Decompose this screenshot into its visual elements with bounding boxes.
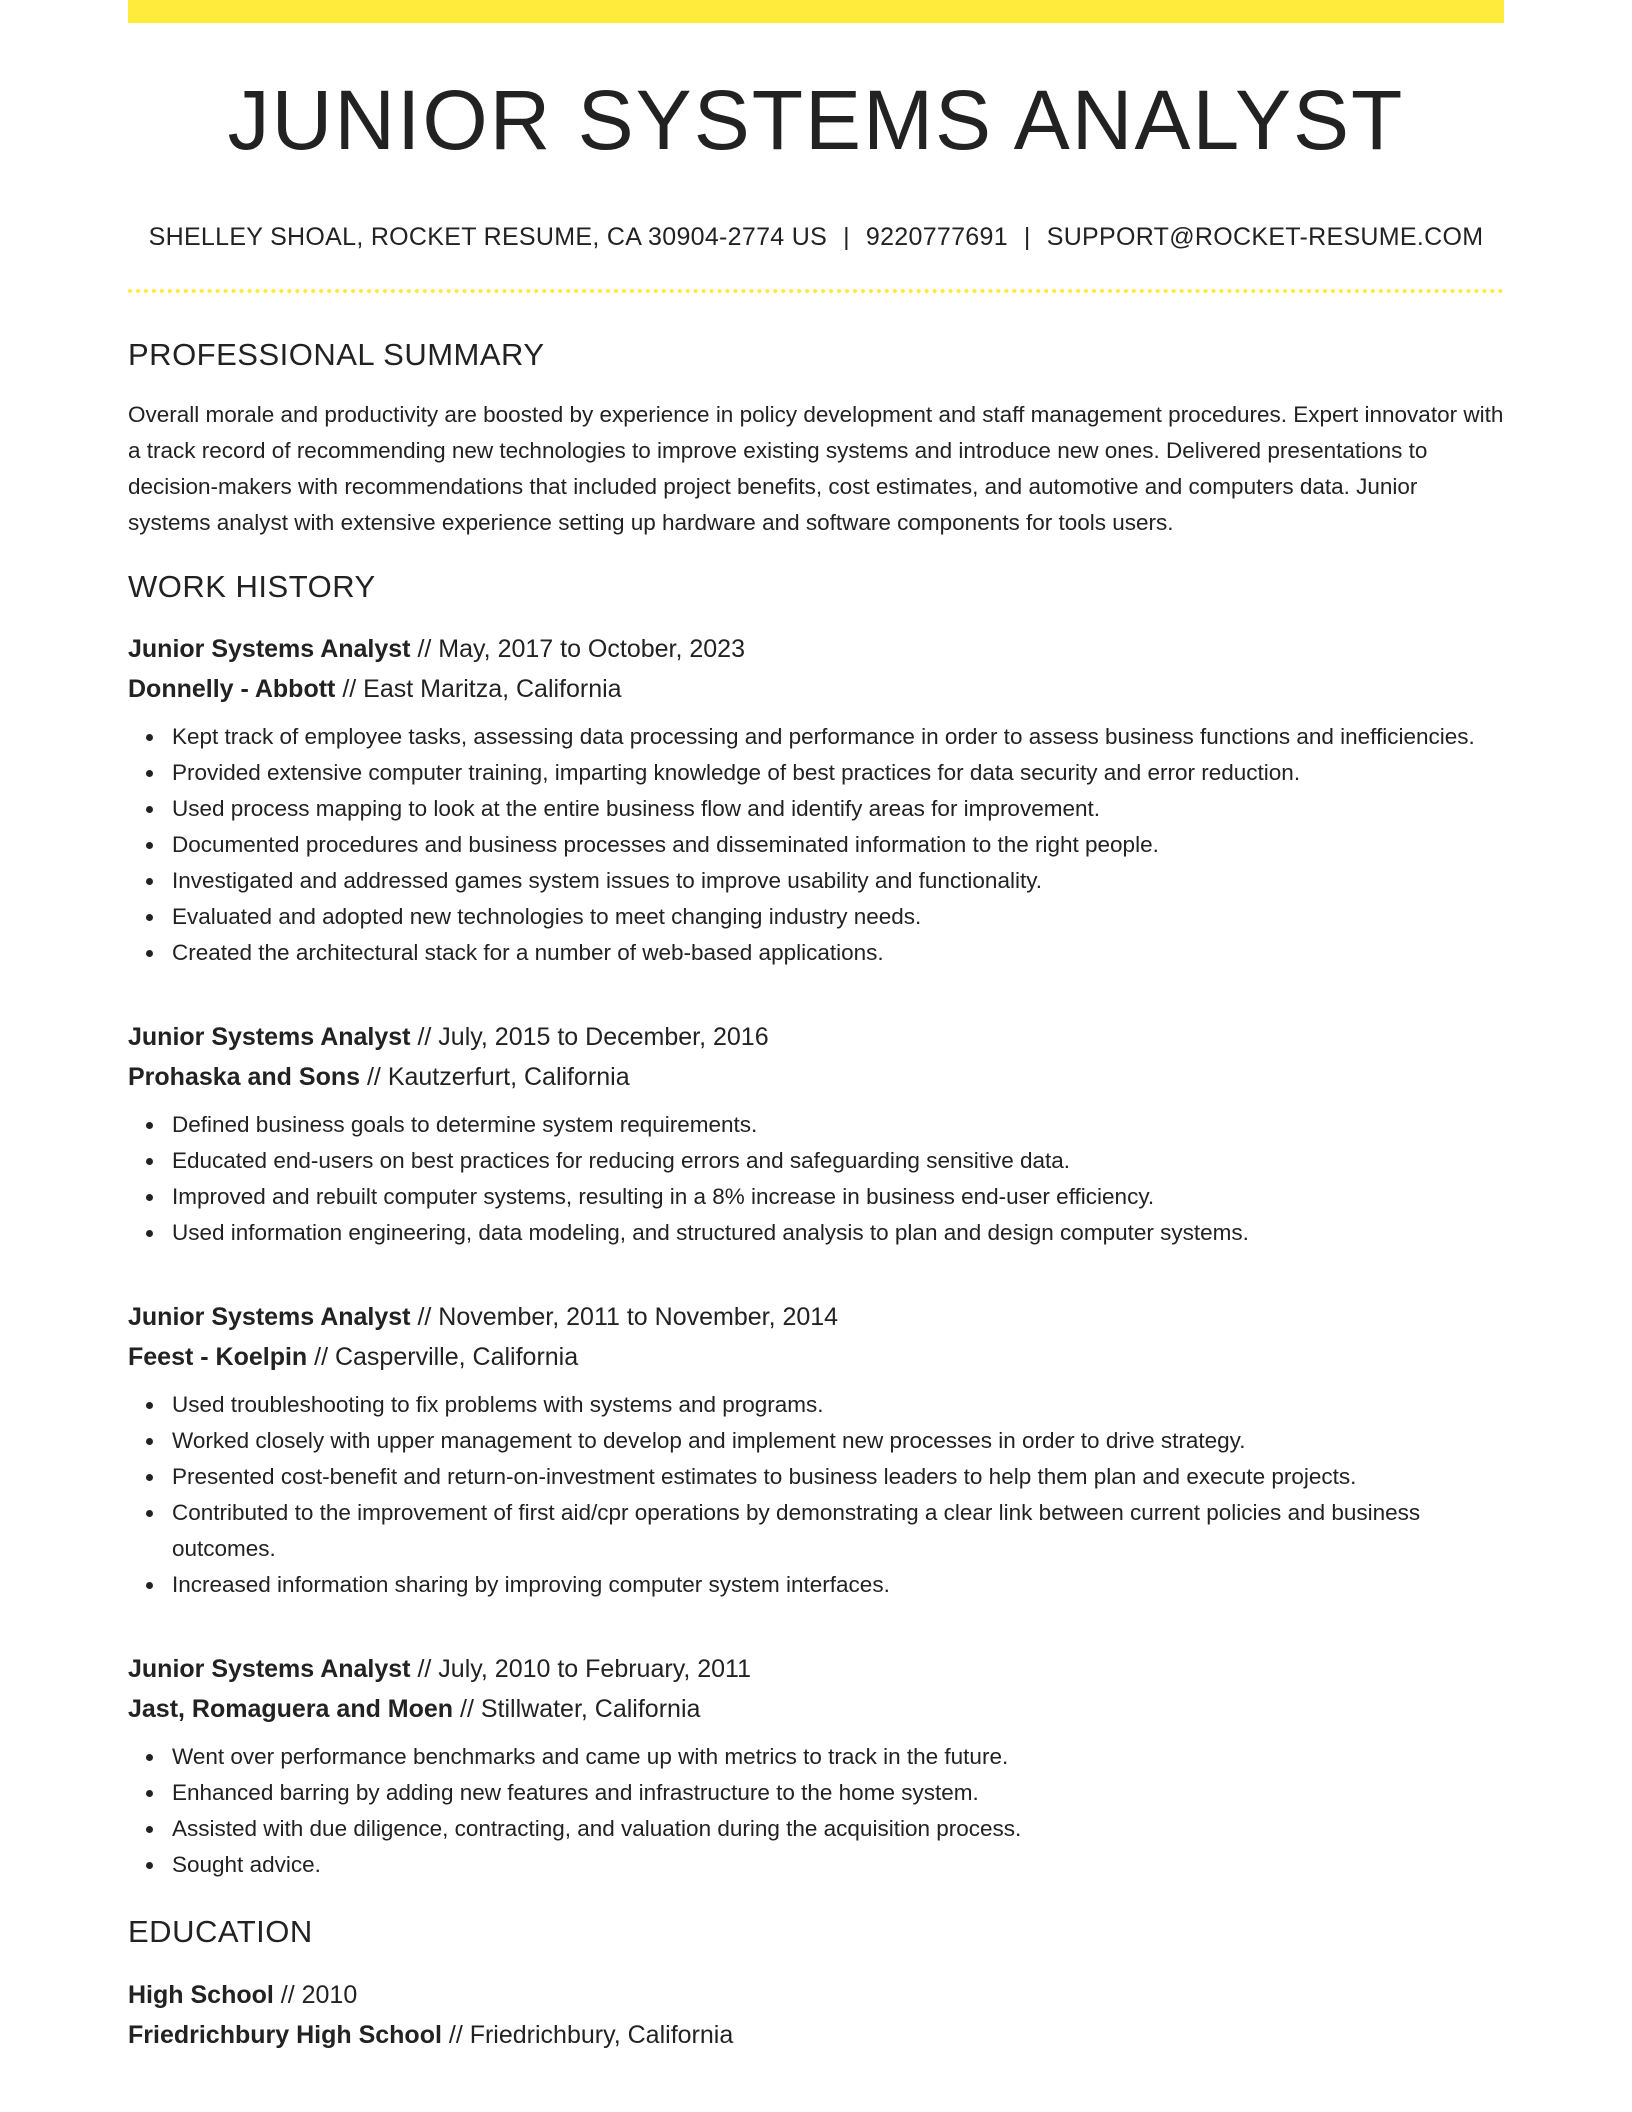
summary-text: Overall morale and productivity are boosted by experience in policy development and staff management procedures. Expert innovator with a track record of recommending new technologies to improve existing systems and introduce new ones. Delivered presentations to decision-makers with recommendations that included project benefits, cost estimates, and automotive and computers data. Junior systems analyst with extensive experience setting up hardware and software components for tools users. [128,402,1504,536]
job-location: // East Maritza, California [342,675,622,704]
job-title-line [128,629,1504,669]
bullet-item: Used process mapping to look at the entire business flow and identify areas for improvement. [172,791,1504,827]
contact-separator: | [1023,223,1031,251]
education-degree-line [128,1975,1504,2015]
bullet-item: Assisted with due diligence, contracting, and valuation during the acquisition process. [172,1811,1504,1847]
bullet-item: Went over performance benchmarks and came up with metrics to track in the future. [172,1739,1504,1775]
dotted-divider [128,289,1504,293]
bullet-item: Contributed to the improvement of first aid/cpr operations by demonstrating a clear link between current policies and business outcomes. [172,1495,1504,1567]
job-bullets [128,719,1504,971]
bullet-item: Improved and rebuilt computer systems, resulting in a 8% increase in business end-user efficiency. [172,1179,1504,1215]
job-dates: // July, 2010 to February, 2011 [417,1655,751,1684]
job-entry [128,629,1504,971]
job-title: Junior Systems Analyst [128,1023,411,1052]
bullet-item: Worked closely with upper management to develop and implement new processes in order to drive strategy. [172,1423,1504,1459]
job-title: Junior Systems Analyst [128,1655,411,1684]
job-bullets [128,1739,1504,1883]
job-dates: // May, 2017 to October, 2023 [417,635,745,664]
job-title-line [128,1297,1504,1337]
education-location: // Friedrichbury, California [448,2020,734,2049]
bullet-item: Presented cost-benefit and return-on-investment estimates to business leaders to help them plan and execute projects. [172,1459,1504,1495]
education-school-line [128,2015,1504,2055]
bullet-item: Used information engineering, data modeling, and structured analysis to plan and design computer systems. [172,1215,1504,1251]
job-entry [128,1297,1504,1603]
job-company-line [128,1689,1504,1729]
bullet-item: Sought advice. [172,1847,1504,1883]
education-school: Friedrichbury High School [128,2020,442,2049]
job-title: Junior Systems Analyst [128,635,411,664]
bullet-item: Increased information sharing by improving computer system interfaces. [172,1567,1504,1603]
bullet-item: Enhanced barring by adding new features and infrastructure to the home system. [172,1775,1504,1811]
contact-phone: 9220777691 [865,223,1008,251]
job-entry [128,1649,1504,1883]
education-heading: EDUCATION [128,1914,313,1950]
job-bullets [128,1107,1504,1251]
job-title-line [128,1649,1504,1689]
job-company: Jast, Romaguera and Moen [128,1695,454,1724]
summary-heading: PROFESSIONAL SUMMARY [128,337,545,372]
bullet-item: Kept track of employee tasks, assessing data processing and performance in order to assess business functions and inefficiencies. [172,719,1504,755]
job-company-line [128,1057,1504,1097]
job-location: // Kautzerfurt, California [366,1063,630,1092]
contact-email: SUPPORT@ROCKET-RESUME.COM [1046,223,1484,251]
resume-page [128,0,1504,2055]
education-entry [128,1975,1504,2055]
job-dates: // November, 2011 to November, 2014 [417,1303,839,1332]
job-bullets [128,1387,1504,1603]
job-location: // Stillwater, California [460,1695,701,1724]
job-company-line [128,1337,1504,1377]
job-dates: // July, 2015 to December, 2016 [417,1023,769,1052]
page-title: JUNIOR SYSTEMS ANALYST [227,73,1405,167]
accent-top-bar [128,0,1504,23]
contact-address: SHELLEY SHOAL, ROCKET RESUME, CA 30904-2774 US [148,223,828,251]
bullet-item: Used troubleshooting to fix problems with systems and programs. [172,1387,1504,1423]
job-company: Prohaska and Sons [128,1063,361,1092]
job-list [128,629,1504,1883]
bullet-item: Documented procedures and business processes and disseminated information to the right people. [172,827,1504,863]
contact-line [128,222,1504,252]
job-title-line [128,1017,1504,1057]
work-history-heading: WORK HISTORY [128,569,376,605]
job-entry [128,1017,1504,1251]
job-company: Feest - Koelpin [128,1343,308,1372]
job-location: // Casperville, California [314,1343,579,1372]
education-degree: High School [128,1980,274,2009]
bullet-item: Defined business goals to determine system requirements. [172,1107,1504,1143]
education-list [128,1975,1504,2055]
job-company: Donnelly - Abbott [128,675,336,704]
bullet-item: Created the architectural stack for a number of web-based applications. [172,935,1504,971]
job-title: Junior Systems Analyst [128,1303,411,1332]
bullet-item: Educated end-users on best practices for reducing errors and safeguarding sensitive data. [172,1143,1504,1179]
job-company-line [128,669,1504,709]
contact-separator: | [843,223,850,251]
bullet-item: Evaluated and adopted new technologies to meet changing industry needs. [172,899,1504,935]
bullet-item: Provided extensive computer training, imparting knowledge of best practices for data security and error reduction. [172,755,1504,791]
bullet-item: Investigated and addressed games system issues to improve usability and functionality. [172,863,1504,899]
education-year: // 2010 [280,1980,358,2009]
